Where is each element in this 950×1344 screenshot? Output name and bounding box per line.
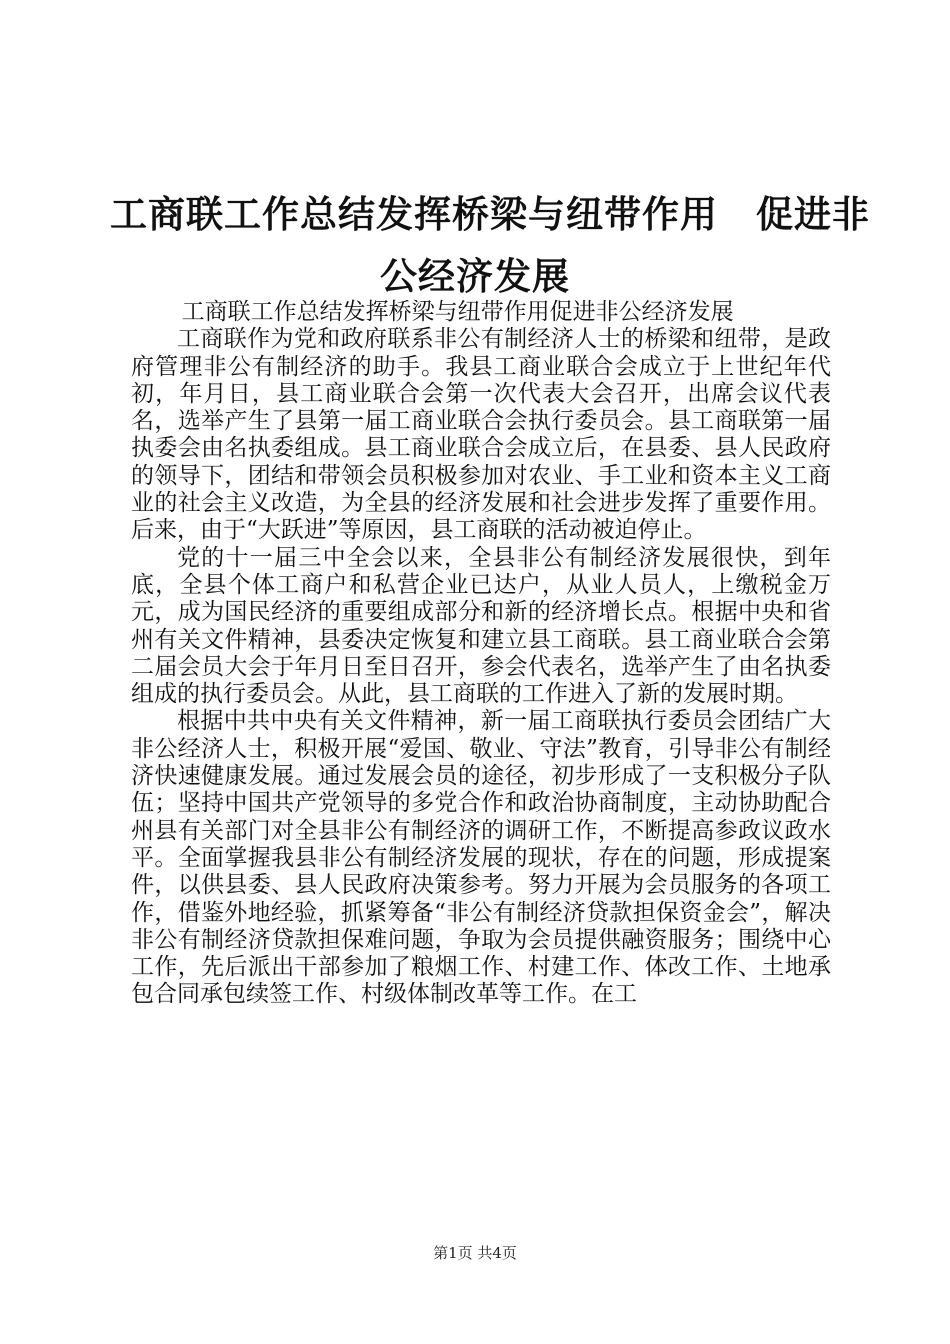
paragraph-1: 工商联作为党和政府联系非公有制经济人士的桥梁和纽带，是政府管理非公有制经济的助手。我县工商业联合会成立于上世纪年代初，年月日，县工商业联合会第一次代表大会召开，出席会议代表名，选举产生了县第一届工商业联合会执行委员会。县工商联第一届执委会由名执委组成。县工商业联合会成立后，在县委、县人民政府的领导下，团结和带领会员积极参加对农业、手工业和资本主义工商业的社会主义改造，为全县的经济发展和社会进步发挥了重要作用。后来，由于“大跃进”等原因，县工商联的活动被迫停止。 — [131, 326, 831, 544]
document-body — [131, 299, 831, 1009]
document-title — [110, 184, 870, 308]
title-line-1: 工商联工作总结发挥桥梁与纽带作用 促进非 — [110, 193, 870, 236]
page-footer: 第1页 共4页 — [433, 1244, 517, 1262]
paragraph-2: 党的十一届三中全会以来，全县非公有制经济发展很快，到年底，全县个体工商户和私营企业已达户，从业人员人，上缴税金万元，成为国民经济的重要组成部分和新的经济增长点。根据中央和省州有关文件精神，县委决定恢复和建立县工商联。县工商业联合会第二届会员大会于年月日至日召开，参会代表名，选举产生了由名执委组成的执行委员会。从此，县工商联的工作进入了新的发展时期。 — [131, 544, 831, 708]
paragraph-3: 根据中共中央有关文件精神，新一届工商联执行委员会团结广大非公经济人士，积极开展“爱国、敬业、守法”教育，引导非公有制经济快速健康发展。通过发展会员的途径，初步形成了一支积极分子队伍；坚持中国共产党领导的多党合作和政治协商制度，主动协助配合州县有关部门对全县非公有制经济的调研工作，不断提高参政议政水平。全面掌握我县非公有制经济发展的现状，存在的问题，形成提案件，以供县委、县人民政府决策参考。努力开展为会员服务的各项工作，借鉴外地经验，抓紧筹备“非公有制经济贷款担保资金会”，解决非公有制经济贷款担保难问题，争取为会员提供融资服务；围绕中心工作，先后派出干部参加了粮烟工作、村建工作、体改工作、土地承包合同承包续签工作、村级体制改革等工作。在工 — [131, 708, 831, 1008]
document-subtitle: 工商联工作总结发挥桥梁与纽带作用促进非公经济发展 — [181, 299, 734, 325]
title-line-2: 公经济发展 — [380, 255, 570, 298]
